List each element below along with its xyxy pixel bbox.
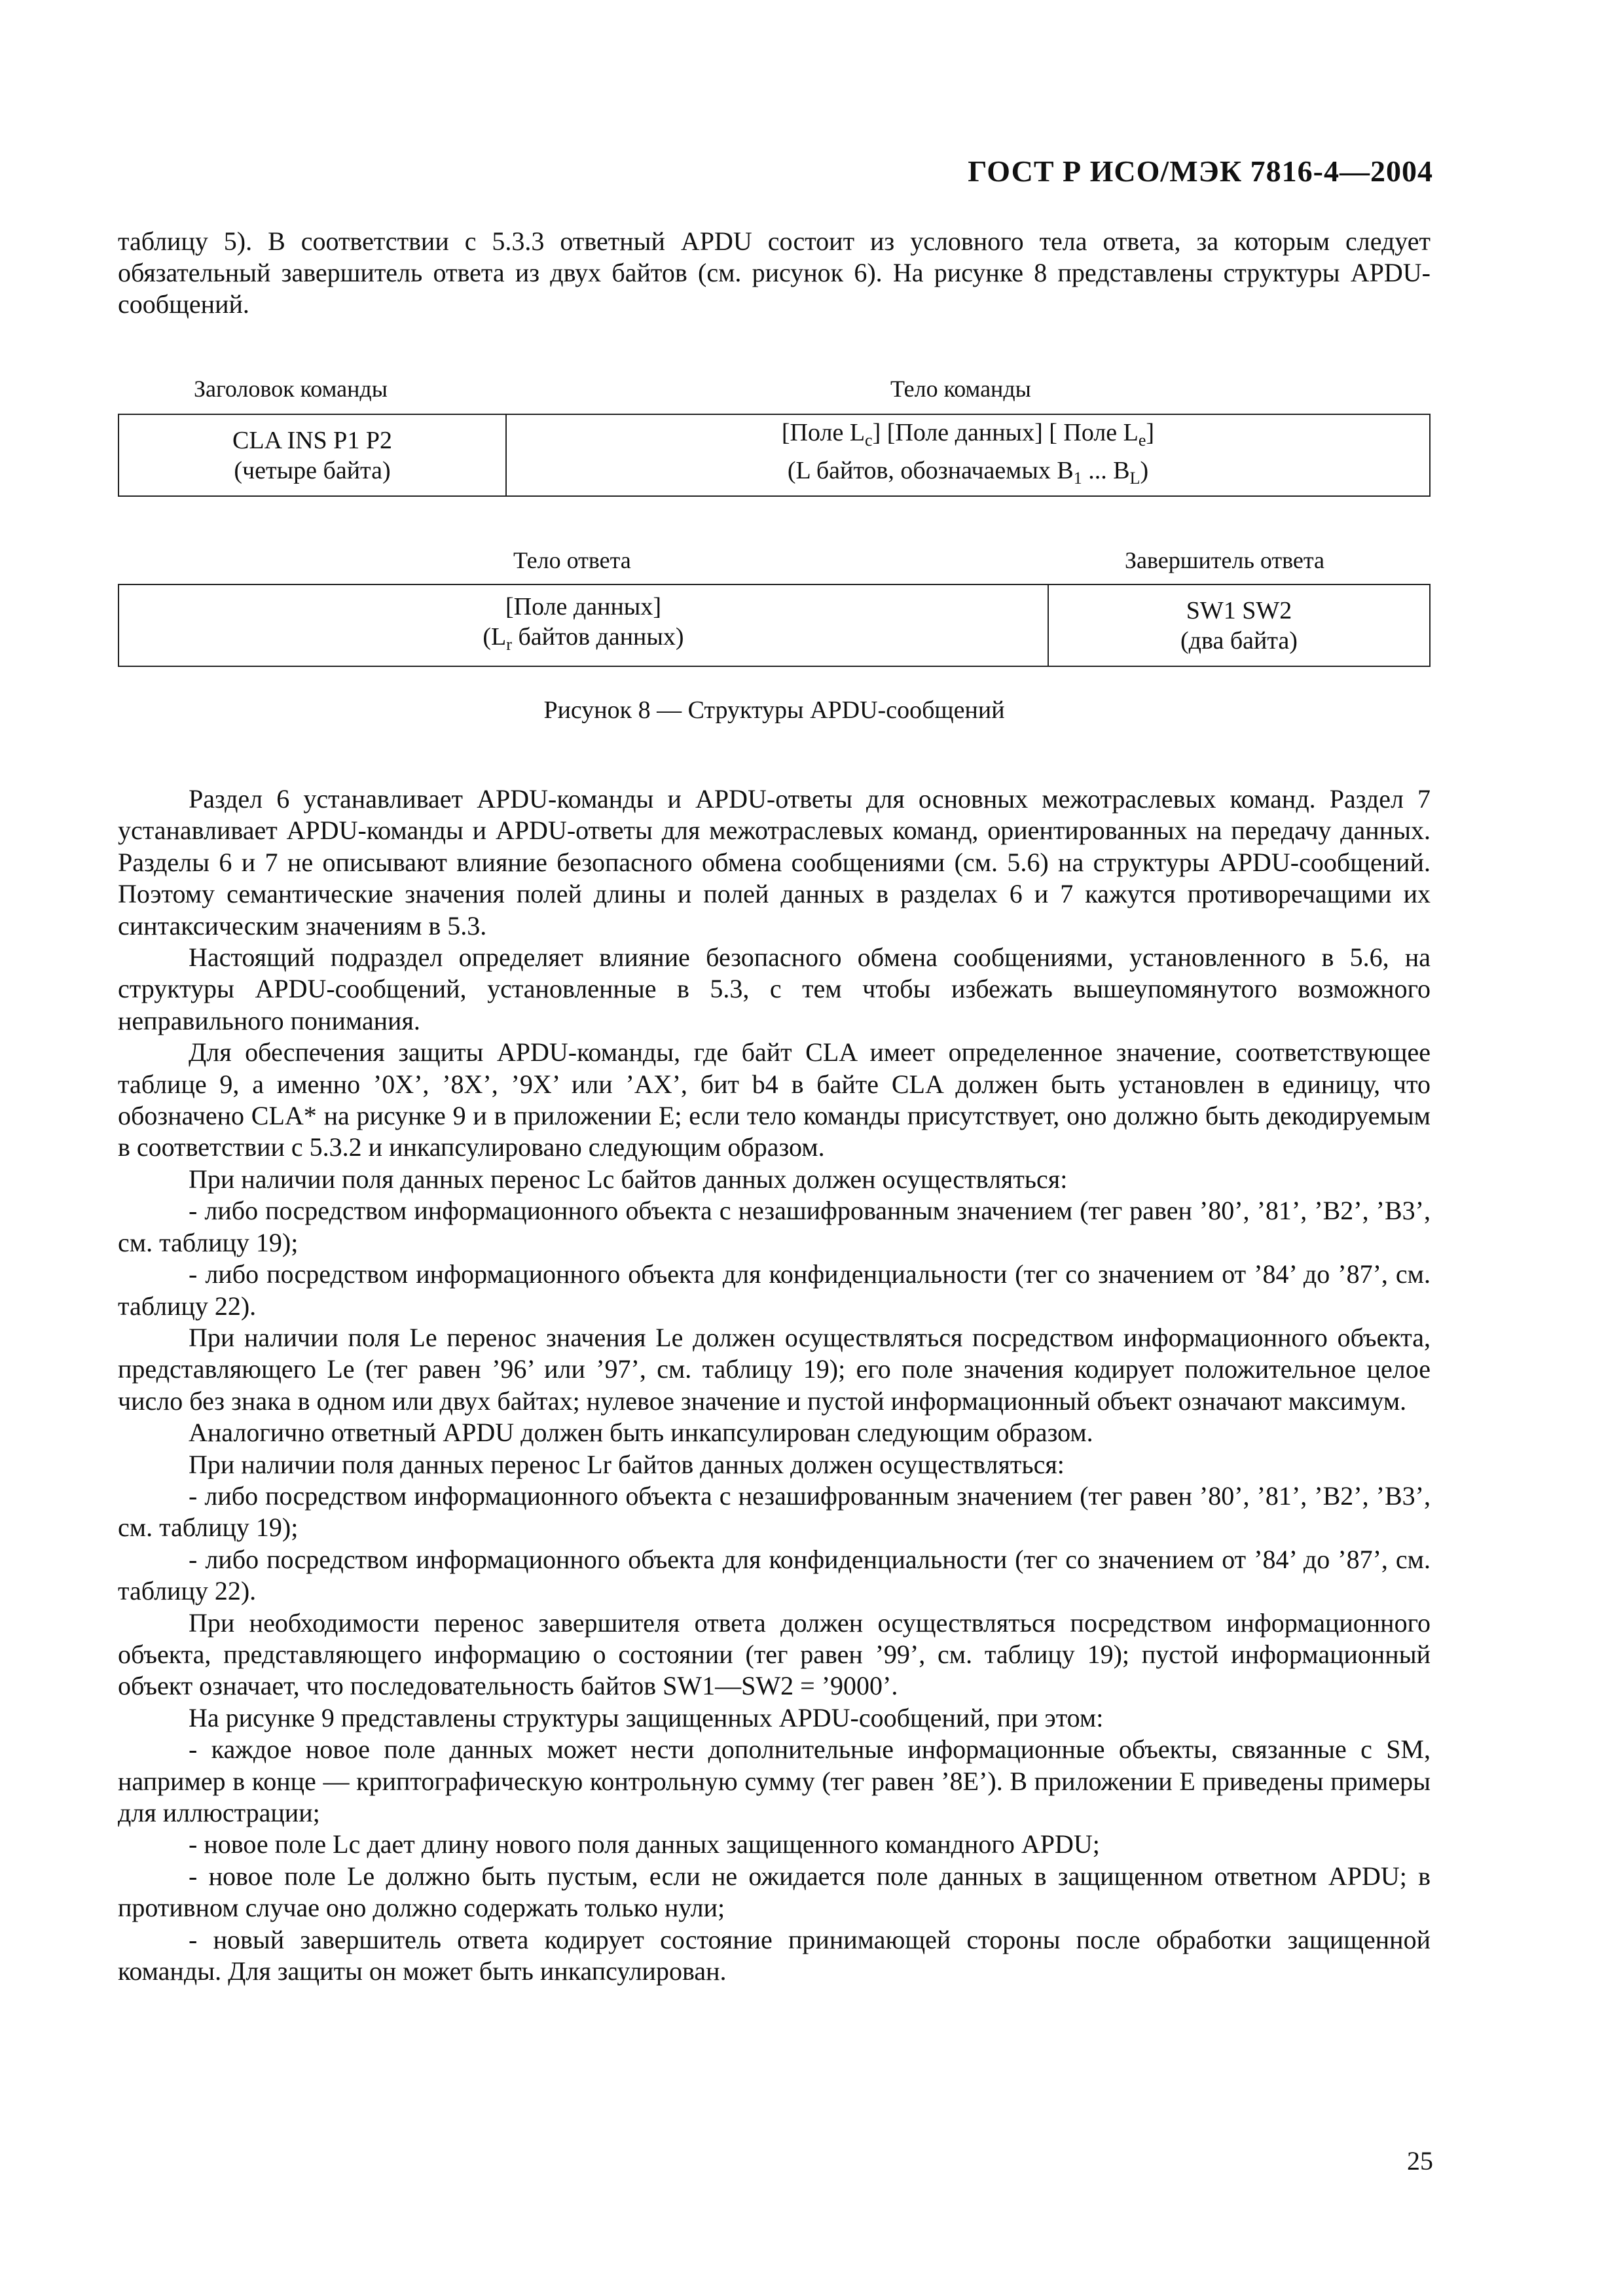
response-trailer-fields: SW1 SW2 [1186, 596, 1292, 624]
body-text [118, 783, 1431, 1987]
paragraph: При наличии поля данных перенос Lc байтов данных должен осуществляться: [189, 1164, 1068, 1194]
response-trailer-cell [1048, 585, 1429, 666]
command-body-fields: [Поле $L_c$] [Поле данных] [ Поле $L_e$] [781, 418, 1155, 450]
list-item: - новое поле Le должно быть пустым, если не ожидается поле данных в защищенном ответном APDU; в противном случае оно должно содержать только нули; [118, 1861, 1431, 1923]
paragraph: При наличии поля данных перенос Lr байтов данных должен осуществляться: [189, 1449, 1065, 1479]
list-item: - новое поле Lc дает длину нового поля данных защищенного командного APDU; [189, 1829, 1100, 1859]
command-body-size: (L байтов, обозначаемых $B_1$ ... $B_L$) [787, 456, 1149, 488]
list-item: - новый завершитель ответа кодирует состояние принимающей стороны после обработки защищенной команды. Для защиты он может быть инкапсулирован. [118, 1924, 1431, 1986]
paragraph: На рисунке 9 представлены структуры защищенных APDU-сообщений, при этом: [189, 1702, 1104, 1732]
paragraph: При необходимости перенос завершителя ответа должен осуществляться посредством информационного объекта, представляющего информацию о состоянии (тег равен ’99’, см. таблицу 19); пустой информационный объект означает, что последовательность байтов SW1—SW2 = ’9000’. [118, 1607, 1431, 1701]
response-body-size: ($L_r$ байтов данных) [483, 622, 684, 654]
figure-caption: Рисунок 8 — Структуры APDU-сообщений [543, 696, 1005, 724]
paragraph: Настоящий подраздел определяет влияние безопасного обмена сообщениями, установленного в 5.6, на структуры APDU-сообщений, установленные в 5.3, с тем чтобы избежать вышеупомянутого возможного неправильного понимания. [118, 942, 1431, 1035]
paragraph: Аналогично ответный APDU должен быть инкапсулирован следующим образом. [189, 1418, 1093, 1448]
command-apdu-structure [118, 414, 1431, 497]
response-trailer-label: Завершитель ответа [1125, 547, 1325, 573]
intro-paragraph: таблицу 5). В соответствии с 5.3.3 ответный APDU состоит из условного тела ответа, за которым следует обязательный завершитель ответа из двух байтов (см. рисунок 6). На рисунке 8 представлены структуры APDU-сообщений. [118, 226, 1431, 319]
response-body-cell [119, 585, 1048, 666]
command-header-cell [119, 415, 505, 495]
document-header: ГОСТ Р ИСО/МЭК 7816-4—2004 [968, 154, 1433, 188]
list-item: - либо посредством информационного объекта для конфиденциальности (тег со значением от ’84’ до ’87’, см. таблицу 22). [118, 1544, 1431, 1606]
list-item: - либо посредством информационного объекта для конфиденциальности (тег со значением от ’84’ до ’87’, см. таблицу 22). [118, 1259, 1431, 1321]
command-body-cell [505, 415, 1429, 495]
page-number: 25 [1407, 2146, 1433, 2176]
command-header-label: Заголовок команды [194, 376, 388, 402]
paragraph: Для обеспечения защиты APDU-команды, где байт CLA имеет определенное значение, соответствующее таблице 9, а именно ’0X’, ’8X’, ’9X’ или ’AX’, бит b4 в байте CLA должен быть установлен в единицу, что обозначено CLA* на рисунке 9 и в приложении Е; если тело команды присутствует, оно должно быть декодируемым в соответствии с 5.3.2 и инкапсулировано следующим образом. [118, 1037, 1431, 1162]
response-trailer-size: (два байта) [1180, 626, 1298, 655]
response-apdu-structure [118, 584, 1431, 667]
response-body-fields: [Поле данных] [505, 592, 661, 620]
list-item: - каждое новое поле данных может нести дополнительные информационные объекты, связанные с SM, например в конце — криптографическую контрольную сумму (тег равен ’8E’). В приложении Е приведены примеры для иллюстрации; [118, 1734, 1431, 1827]
paragraph: Раздел 6 устанавливает APDU-команды и APDU-ответы для основных межотраслевых команд. Раздел 7 устанавливает APDU-команды и APDU-ответы для межотраслевых команд, ориентированных на передачу данных. Разделы 6 и 7 не описывают влияние безопасного обмена сообщениями (см. 5.6) на структуры APDU-сообщений. Поэтому семантические значения полей длины и полей данных в разделах 6 и 7 кажутся противоречащими их синтаксическим значениям в 5.3. [118, 784, 1431, 941]
list-item: - либо посредством информационного объекта с незашифрованным значением (тег равен ’80’, ’81’, ’B2’, ’B3’, см. таблицу 19); [118, 1196, 1431, 1257]
list-item: - либо посредством информационного объекта с незашифрованным значением (тег равен ’80’, ’81’, ’B2’, ’B3’, см. таблицу 19); [118, 1480, 1431, 1543]
paragraph: При наличии поля Le перенос значения Le должен осуществляться посредством информационного объекта, представляющего Le (тег равен ’96’ или ’97’, см. таблицу 19); его поле значения кодирует положительное целое число без знака в одном или двух байтах; нулевое значение и пустой информационный объект означают максимум. [118, 1322, 1431, 1416]
command-header-size: (четыре байта) [234, 456, 391, 484]
command-header-fields: CLA INS P1 P2 [232, 426, 392, 454]
response-body-label: Тело ответа [513, 547, 631, 573]
command-body-label: Тело команды [890, 376, 1031, 402]
